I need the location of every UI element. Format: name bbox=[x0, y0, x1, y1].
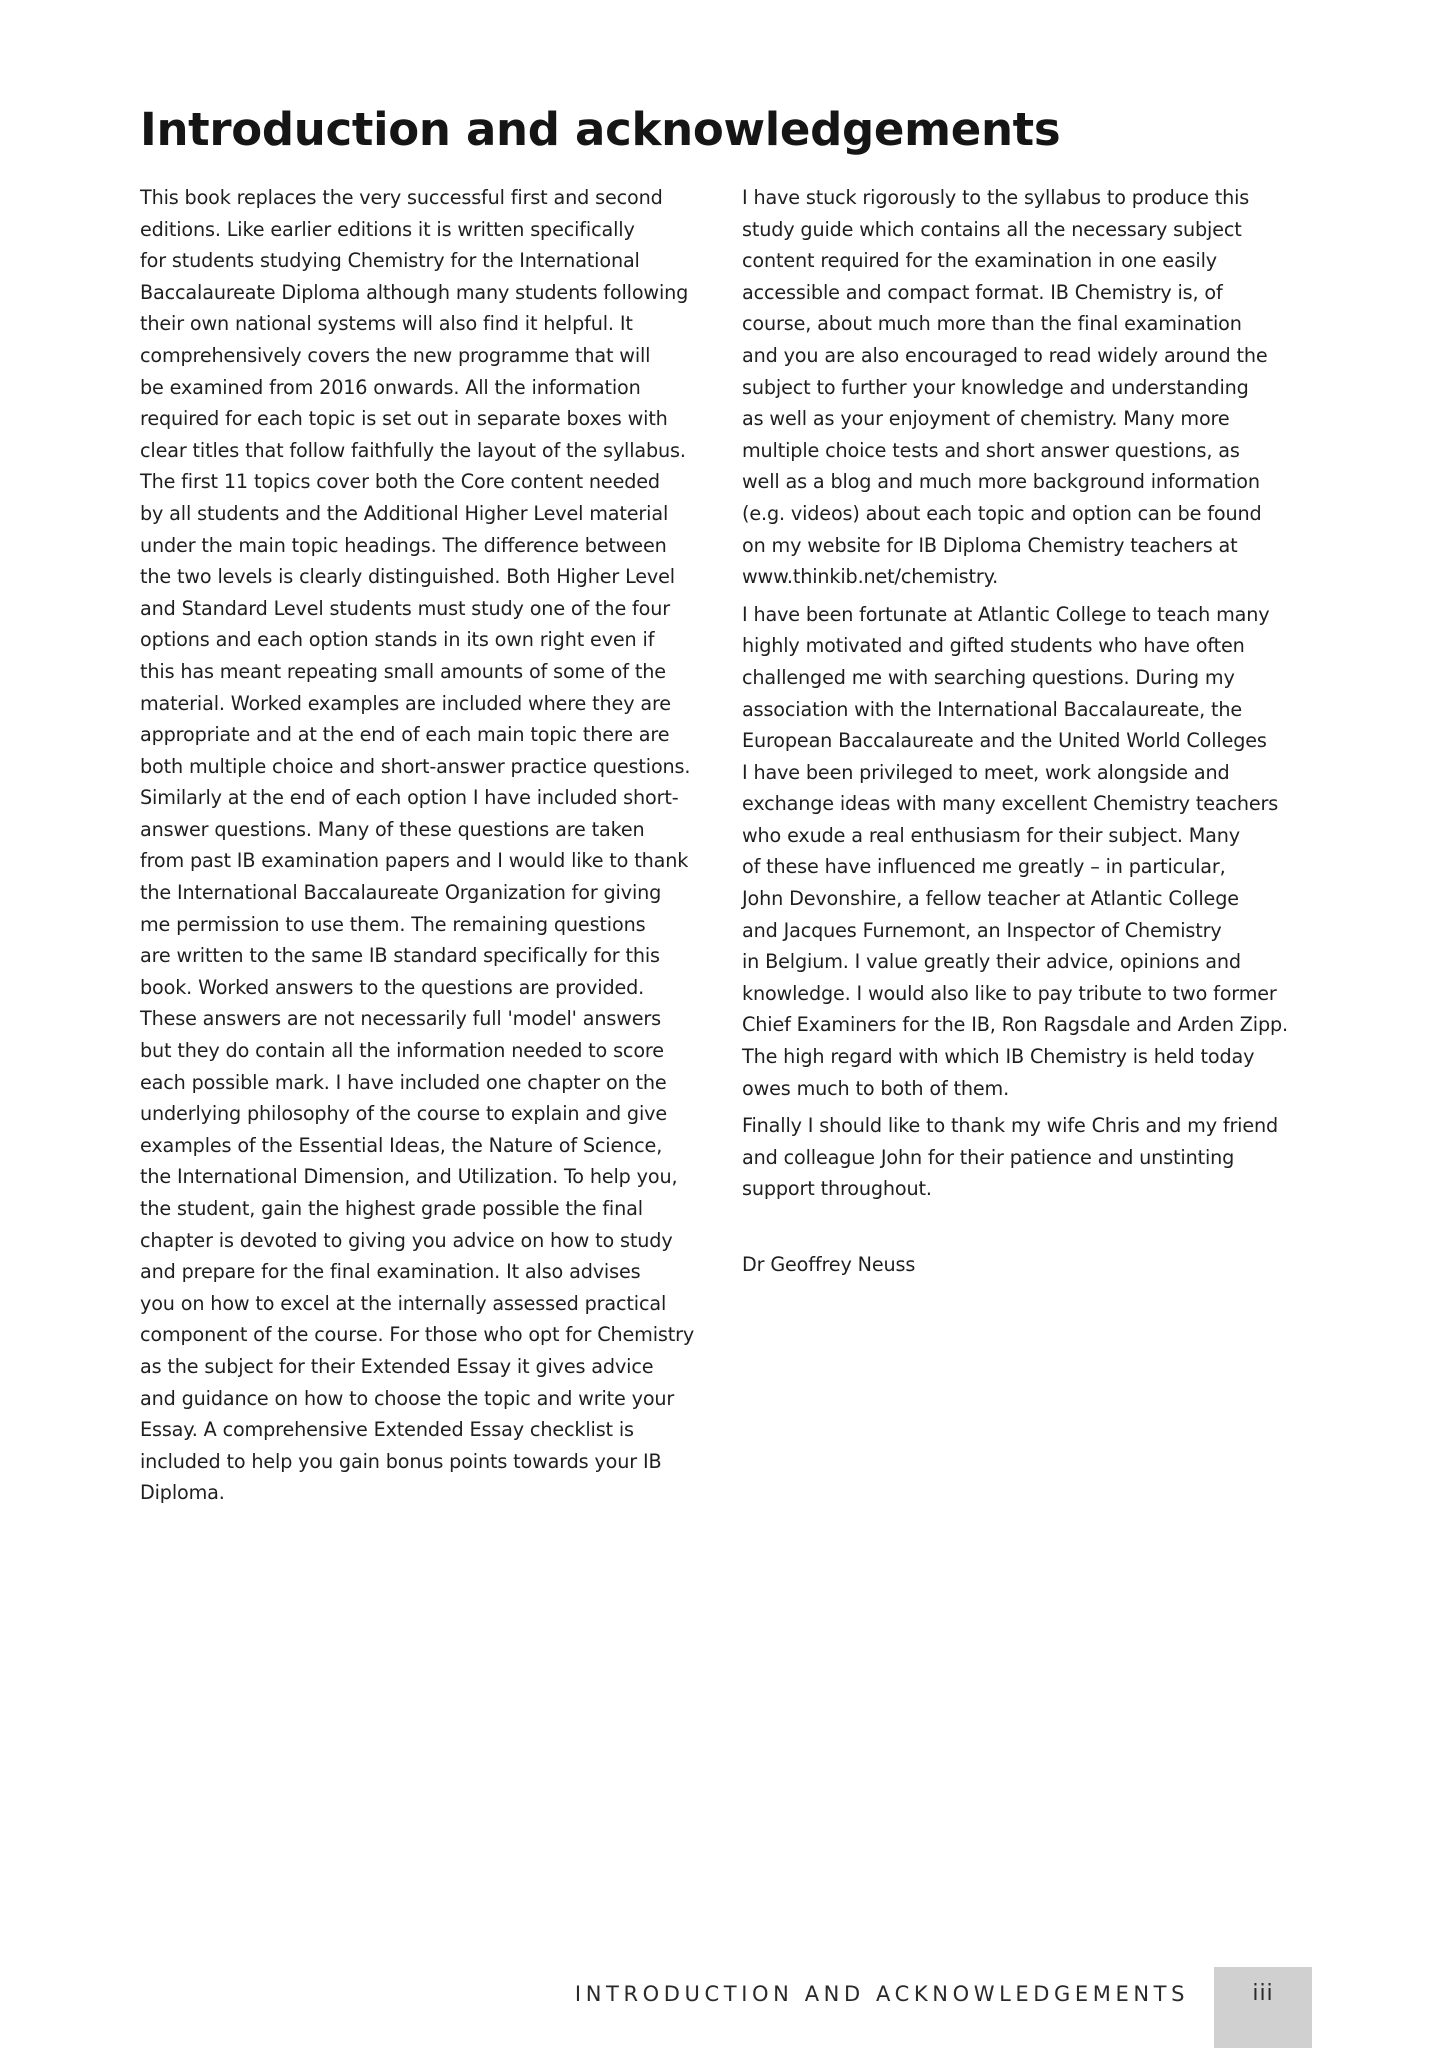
text-line: exchange ideas with many excellent Chemistry teachers bbox=[742, 792, 1279, 816]
right-column bbox=[742, 182, 1322, 1281]
text-line: book. Worked answers to the questions are provided. bbox=[140, 975, 645, 999]
text-line: are written to the same IB standard specifically for this bbox=[140, 944, 660, 968]
text-line: clear titles that follow faithfully the layout of the syllabus. bbox=[140, 438, 686, 462]
text-line: knowledge. I would also like to pay tribute to two former bbox=[742, 981, 1277, 1005]
text-line: European Baccalaureate and the United World Colleges bbox=[742, 729, 1267, 753]
page-number: iii bbox=[1252, 1981, 1274, 2006]
text-line: accessible and compact format. IB Chemistry is, of bbox=[742, 280, 1223, 304]
text-line: John Devonshire, a fellow teacher at Atlantic College bbox=[742, 887, 1239, 911]
text-line: Finally I should like to thank my wife Chris and my friend bbox=[742, 1114, 1279, 1138]
website-url: www.thinkib.net/chemistry. bbox=[742, 565, 999, 589]
text-line: the student, gain the highest grade possible the final bbox=[140, 1197, 643, 1220]
text-line: This book replaces the very successful first and second bbox=[140, 186, 663, 209]
text-line: be examined from 2016 onwards. All the information bbox=[140, 375, 641, 399]
text-line: challenged me with searching questions. During my bbox=[742, 665, 1235, 689]
text-line: on my website for IB Diploma Chemistry teachers at bbox=[742, 533, 1238, 557]
text-line: Essay. A comprehensive Extended Essay checklist is bbox=[140, 1418, 634, 1442]
text-line: content required for the examination in one easily bbox=[742, 249, 1217, 273]
text-line: and guidance on how to choose the topic and write your bbox=[140, 1386, 675, 1410]
text-line: required for each topic is set out in separate boxes with bbox=[140, 407, 668, 431]
text-line: this has meant repeating small amounts of some of the bbox=[140, 659, 666, 683]
text-line: the International Dimension, and Utilization. To help you, bbox=[140, 1165, 678, 1189]
text-line: comprehensively covers the new programme that will bbox=[140, 343, 651, 367]
text-line: owes much to both of them. bbox=[742, 1076, 1010, 1100]
signature-spacer bbox=[742, 1205, 1322, 1249]
paragraph-left bbox=[140, 182, 720, 1509]
text-line: for students studying Chemistry for the International bbox=[140, 249, 640, 273]
text-line: in Belgium. I value greatly their advice, opinions and bbox=[742, 950, 1241, 974]
text-line: of these have influenced me greatly – in particular, bbox=[742, 855, 1226, 879]
text-line: as well as your enjoyment of chemistry. Many more bbox=[742, 407, 1230, 431]
text-line: by all students and the Additional Higher Level material bbox=[140, 501, 669, 525]
text-line: from past IB examination papers and I would like to thank bbox=[140, 849, 689, 873]
text-line: The first 11 topics cover both the Core content needed bbox=[140, 470, 660, 494]
text-line: appropriate and at the end of each main topic there are bbox=[140, 723, 670, 747]
text-line: I have been privileged to meet, work alongside and bbox=[742, 760, 1230, 784]
text-line: and prepare for the final examination. It also advises bbox=[140, 1260, 641, 1284]
text-line: highly motivated and gifted students who have often bbox=[742, 634, 1245, 658]
text-line: and Jacques Furnemont, an Inspector of Chemistry bbox=[742, 918, 1222, 942]
text-line: These answers are not necessarily full 'model' answers bbox=[140, 1007, 661, 1031]
running-footer-title: INTRODUCTION AND ACKNOWLEDGEMENTS bbox=[574, 1982, 1189, 2006]
text-line: me permission to use them. The remaining questions bbox=[140, 912, 646, 936]
text-line: and you are also encouraged to read widely around the bbox=[742, 343, 1268, 367]
text-line: multiple choice tests and short answer questions, as bbox=[742, 438, 1240, 462]
text-line: both multiple choice and short-answer practice questions. bbox=[140, 754, 691, 778]
text-line: component of the course. For those who opt for Chemistry bbox=[140, 1323, 695, 1347]
text-line: Similarly at the end of each option I have included short- bbox=[140, 786, 679, 810]
text-line: examples of the Essential Ideas, the Nature of Science, bbox=[140, 1133, 663, 1157]
text-line: the two levels is clearly distinguished. Both Higher Level bbox=[140, 565, 675, 589]
text-line: Chief Examiners for the IB, Ron Ragsdale and Arden Zipp. bbox=[742, 1013, 1288, 1037]
text-line: association with the International Baccalaureate, the bbox=[742, 697, 1243, 721]
text-line: subject to further your knowledge and understanding bbox=[742, 375, 1249, 399]
text-line: (e.g. videos) about each topic and option can be found bbox=[742, 501, 1262, 525]
text-line: Diploma. bbox=[140, 1481, 225, 1505]
text-line: chapter is devoted to giving you advice on how to study bbox=[140, 1228, 673, 1252]
text-line: study guide which contains all the necessary subject bbox=[742, 217, 1242, 241]
text-line: options and each option stands in its own right even if bbox=[140, 628, 655, 652]
text-line: well as a blog and much more background information bbox=[742, 470, 1260, 494]
paragraph-syllabus bbox=[742, 182, 1322, 593]
text-line: The high regard with which IB Chemistry is held today bbox=[742, 1045, 1255, 1069]
text-line: material. Worked examples are included where they are bbox=[140, 691, 671, 715]
text-line: answer questions. Many of these questions are taken bbox=[140, 817, 645, 841]
text-line: underlying philosophy of the course to explain and give bbox=[140, 1102, 668, 1126]
author-signature: Dr Geoffrey Neuss bbox=[742, 1253, 916, 1276]
text-line: Baccalaureate Diploma although many students following bbox=[140, 280, 689, 304]
text-line: editions. Like earlier editions it is written specifically bbox=[140, 217, 635, 241]
text-line: each possible mark. I have included one chapter on the bbox=[140, 1070, 667, 1094]
paragraph-acknowledgements bbox=[742, 599, 1322, 1105]
text-line: support throughout. bbox=[742, 1177, 932, 1201]
text-line: included to help you gain bonus points towards your IB bbox=[140, 1449, 662, 1473]
text-line: and Standard Level students must study one of the four bbox=[140, 596, 670, 620]
text-line: you on how to excel at the internally assessed practical bbox=[140, 1291, 667, 1315]
text-line: their own national systems will also find it helpful. It bbox=[140, 312, 633, 336]
left-column bbox=[140, 182, 720, 1509]
text-line: the International Baccalaureate Organization for giving bbox=[140, 881, 662, 905]
page-title: Introduction and acknowledgements bbox=[140, 103, 1061, 156]
page-number-box bbox=[1214, 1967, 1312, 2048]
text-line: who exude a real enthusiasm for their subject. Many bbox=[742, 823, 1240, 847]
text-line: under the main topic headings. The difference between bbox=[140, 533, 667, 557]
text-line: I have stuck rigorously to the syllabus to produce this bbox=[742, 186, 1250, 209]
text-line: I have been fortunate at Atlantic College to teach many bbox=[742, 602, 1270, 626]
paragraph-thanks bbox=[742, 1110, 1322, 1205]
text-line: course, about much more than the final examination bbox=[742, 312, 1242, 336]
text-line: and colleague John for their patience and unstinting bbox=[742, 1145, 1235, 1169]
text-line: but they do contain all the information needed to score bbox=[140, 1039, 664, 1063]
text-line: as the subject for their Extended Essay it gives advice bbox=[140, 1354, 654, 1378]
